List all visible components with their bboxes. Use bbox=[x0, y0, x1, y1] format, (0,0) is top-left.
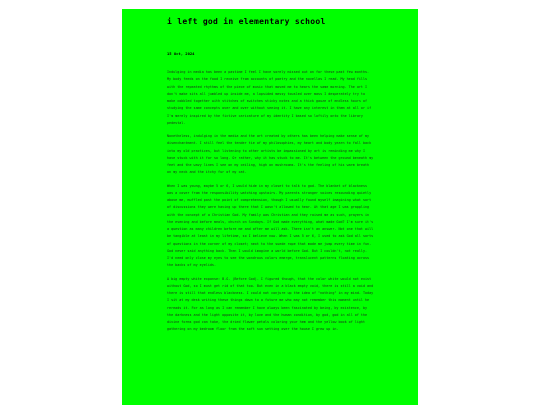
paragraph: A big empty white expanse: B.G. (Before God). I figured though, that the color white would not exist without God, so I must get rid of that too. But even in a black empty void, there is still a void and there is still that endless blackness. I could not conjure up the idea of "nothing" in my mind. Today I sit at my desk writing these things down to a future me who may not remember this moment until he rereads it. For as long as I can remember I have always been fascinated by being, by existence, by the darkness and the light opposite it, by love and the human condition, by god, god in all of the divine forms god can take, the dried flower petals coloring your hem and the yellow book of light gathering on my bedroom floor from the soft sun setting over the house I grew up in. bbox=[167, 276, 374, 332]
paragraph: Indulging in media has been a pastime I feel I have sorely missed out on for these past few months. My body feeds on the food I receive from accounts of poetry and the novellas I read. My head fills with the repeated rhythms of the piece of music that moved me to hears the same morning. The art I don't make sits all jumbled up inside me, a lopsided messy tousled over mass I desperately try to make cobbled together with stitches of switches sticky notes and a thick gauze of endless hours of studying the same concepts over and over without seeing it. I have any interest in them at all or if I'm merely inspired by the fictive caricature of my identity I based so loftily onto the library pedestal. bbox=[167, 70, 372, 125]
paragraph: When I was young, maybe 5 or 6, I would hide in my closet to talk to god. The blanket of blackness was a cover from the responsibility watching upstairs. My parents stranger voices resounding quietly above me, muffled past the point of comprehension, though I usually found myself imagining what sort of discussions they were having up there that I wasn't allowed to hear. At that age I was grappling with the concept of a Christian God. My family was Christian and they raised me as such, prayers in the evening and before meals, church on Sundays. If God made everything, what made God? I'm sure it's a question as many children before me and after me will ask. There isn't an answer. Not one that will be tangible at least in my lifetime, so I believe now. When I was 5 or 6, I used to ask God all sorts of questions in the corner of my closet; next to the suede rope that made me jump every time in fun. God never said anything back. Then I would imagine a world before God. But I couldn't, not really. I'd need only close my eyes to see the wondrous colors emerge, translucent patterns floating across the backs of my eyelids. bbox=[167, 183, 374, 268]
post-title: i left god in elementary school bbox=[167, 17, 326, 26]
blog-post-page bbox=[122, 9, 418, 405]
paragraph: Nonetheless, indulging in the media and the art created by others has been helping make sense of my disenchantment. I still feel the tender tie of my philosophies, my heart and body yearn to fall back into my old practices, but listening to other artists be impassioned by art is reminding me why I have stuck with it for so long. Or rather, why it has stuck to me. It's between the ground beneath my feet and the wavy lines I see on my ceiling, high on mushrooms. It's the feeling of his warm breath on my neck and the itchy fur of my cat. bbox=[167, 134, 374, 175]
post-body bbox=[167, 69, 374, 340]
post-date: 15 Oct, 2024 bbox=[167, 51, 195, 56]
